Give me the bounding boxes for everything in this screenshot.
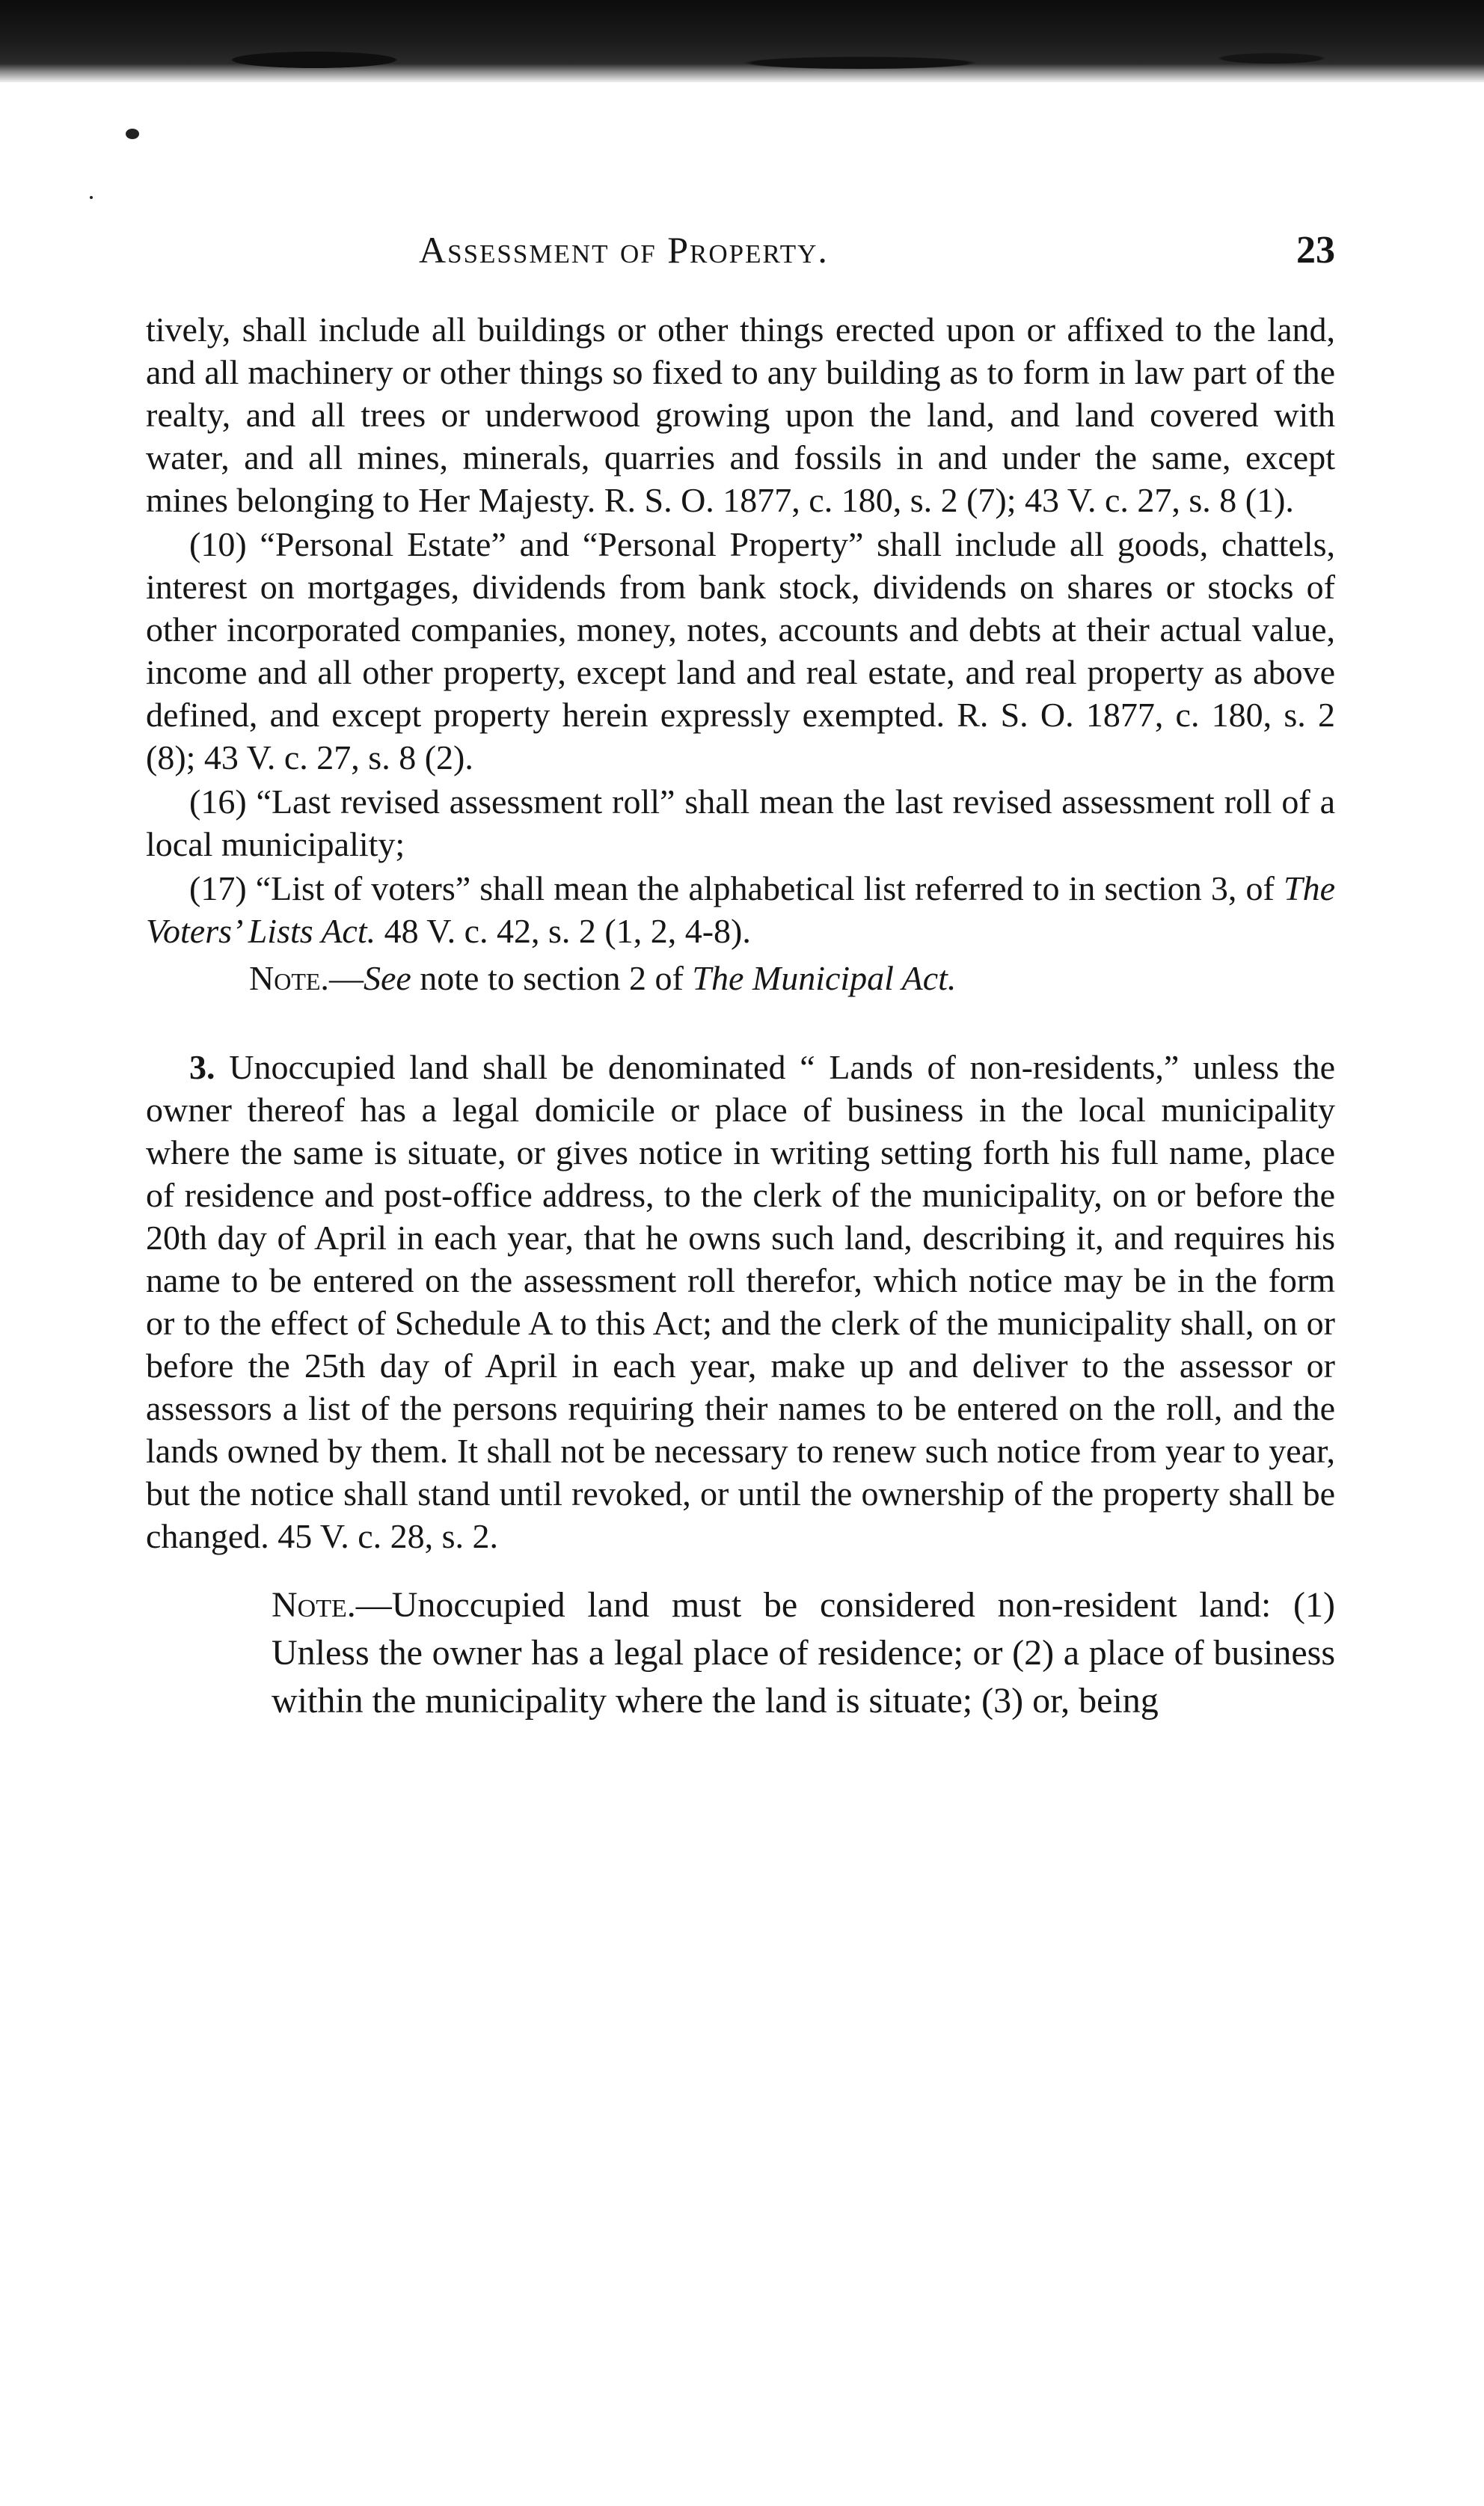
- clause-17-text: (17) “List of voters” shall mean the alphabetical list referred to in section 3, of: [189, 869, 1284, 907]
- note-text: note to section 2 of: [411, 959, 693, 997]
- paragraph-clause-17: [146, 867, 1335, 952]
- paragraph-clause-10: (10) “Personal Estate” and “Personal Property” shall include all goods, chattels, interest on mortgages, dividends from bank stock, dividends on shares or stocks of other incorporated companies, money, notes, accounts and debts at their actual value, income and all other property, except land and real estate, and real property as above defined, and except property herein expressly exempted. R. S. O. 1877, c. 180, s. 2 (8); 43 V. c. 27, s. 8 (2).: [146, 525, 1335, 776]
- note-label: Note.: [272, 1585, 356, 1625]
- paragraph-continuation: tively, shall include all buildings or other things erected upon or affixed to the land, and all machinery or other things so fixed to any building as to form in law part of the realty, and all trees or underwood growing upon the land, and land covered with water, and all mines, minerals, quarries and fossils in and under the same, except mines belonging to Her Majesty. R. S. O. 1877, c. 180, s. 2 (7); 43 V. c. 27, s. 8 (1).: [146, 310, 1335, 519]
- note-label: Note.: [249, 959, 329, 997]
- note-unoccupied-land: [146, 1581, 1335, 1725]
- scan-speck: [90, 196, 93, 199]
- section-number: 3.: [189, 1048, 215, 1086]
- paragraph-clause-16: (16) “Last revised assessment roll” shall mean the last revised assessment roll of a local municipality;: [146, 782, 1335, 863]
- note-municipal-act: [146, 957, 1335, 999]
- note-see: See: [363, 959, 411, 997]
- section-3-text: Unoccupied land shall be denominated “ Lands of non-residents,” unless the owner thereof has a legal domicile or place of business in the local municipality where the same is situate, or gives notice in writing setting forth his full name, place of residence and post-office address, to the clerk of the municipality, on or before the 20th day of April in each year, that he owns such land, describing it, and requires his name to be entered on the assessment roll therefor, which notice may be in the form or to the effect of Schedule A to this Act; and the clerk of the municipality shall, on or before the 25th day of April in each year, make up and deliver to the assessor or assessors a list of the persons requiring their names to be entered on the roll, and the lands owned by them. It shall not be necessary to renew such notice from year to year, but the notice shall stand until revoked, or until the ownership of the property shall be changed. 45 V. c. 28, s. 2.: [146, 1048, 1335, 1555]
- scan-dark-top-edge: [0, 0, 1484, 82]
- clause-17-citation: 48 V. c. 42, s. 2 (1, 2, 4-8).: [375, 912, 751, 950]
- note-unoccupied-text: —Unoccupied land must be considered non-resident land: (1) Unless the owner has a legal place of residence; or (2) a place of business within the municipality where the land is situate; (3) or, being: [272, 1585, 1335, 1721]
- municipal-act-title: The Municipal Act.: [692, 959, 957, 997]
- body-text: [146, 308, 1335, 1725]
- running-head: [146, 228, 1335, 281]
- voters-lists-act-title: The Voters’ Lists Act.: [146, 869, 1335, 950]
- running-title: Assessment of Property.: [419, 229, 829, 271]
- section-3: [146, 1046, 1335, 1557]
- note-dash: —: [328, 959, 364, 997]
- scan-speck: [126, 129, 139, 139]
- page-number: 23: [1296, 229, 1335, 272]
